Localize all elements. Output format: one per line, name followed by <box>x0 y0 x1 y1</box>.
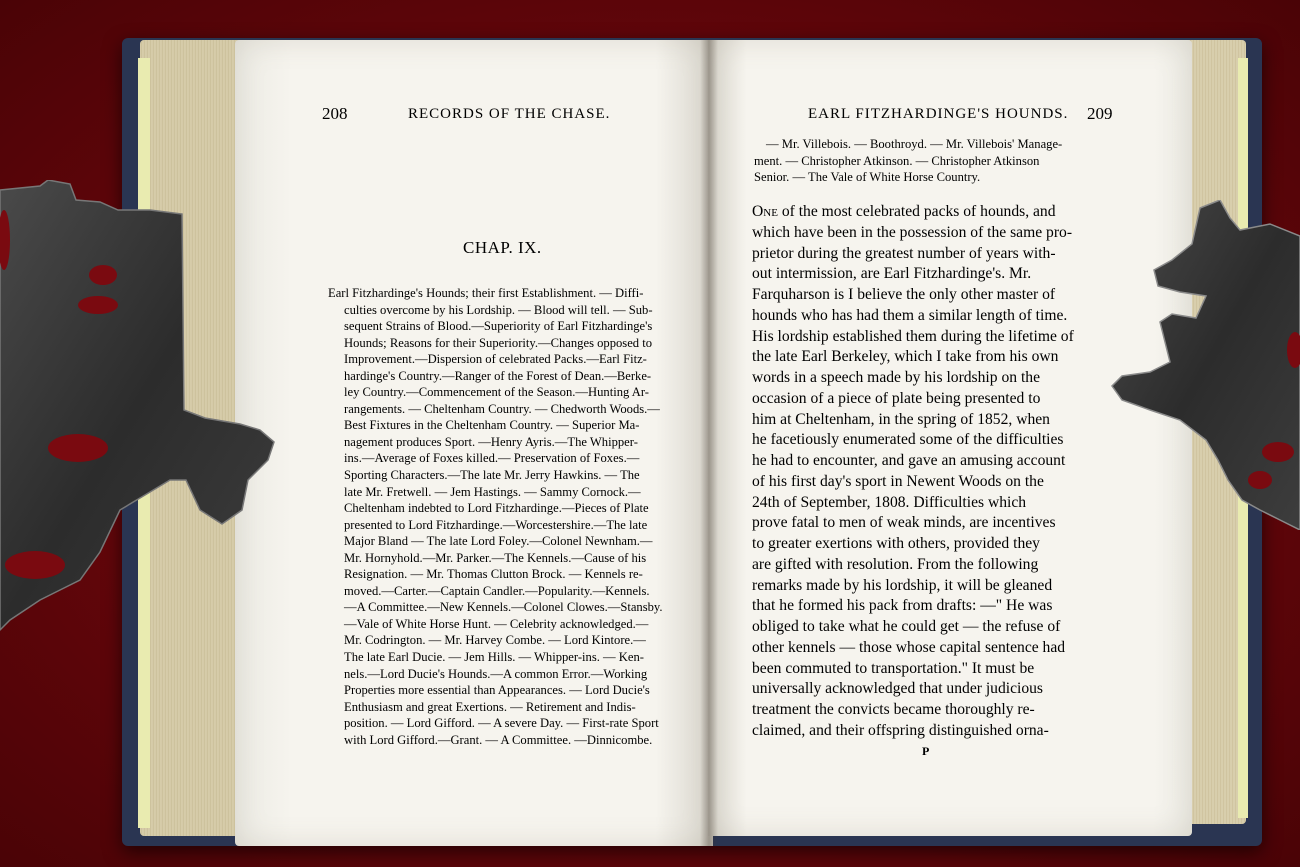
left-page-number: 208 <box>322 104 348 123</box>
text-line: with Lord Gifford.—Grant. — A Committee. —Dinnicombe. <box>344 732 653 747</box>
text-line: him at Cheltenham, in the spring of 1852, when <box>752 410 1050 428</box>
text-line: His lordship established them during the lifetime of <box>752 327 1074 345</box>
text-line: ment. — Christopher Atkinson. — Christopher Atkinson <box>754 153 1040 168</box>
text-line: ley Country.—Commencement of the Season.—Hunting Ar- <box>344 385 649 400</box>
text-line: ins.—Average of Foxes killed.— Preservation of Foxes.— <box>344 451 640 466</box>
text-line: rangements. — Cheltenham Country. — Chedworth Woods.— <box>344 401 660 416</box>
text-line: nagement produces Sport. —Henry Ayris.—The Whipper- <box>344 434 638 449</box>
signature-mark: P <box>922 744 930 758</box>
text-line: of his first day's sport in Newent Woods on the <box>752 472 1044 490</box>
text-line: 24th of September, 1808. Difficulties which <box>752 493 1027 511</box>
body-line <box>752 202 1106 223</box>
text-line: The late Earl Ducie. — Jem Hills. — Whipper-ins. — Ken- <box>344 650 644 665</box>
text-line: been commuted to transportation." It must be <box>752 659 1035 677</box>
text-line: words in a speech made by his lordship on the <box>752 369 1040 386</box>
chapter-title: CHAP. IX. <box>463 238 542 257</box>
text-line: that he formed his pack from drafts: —" He was <box>752 597 1053 615</box>
text-line: Sporting Characters.—The late Mr. Jerry Hawkins. — The <box>344 468 640 483</box>
text-line: out intermission, are Earl Fitzhardinge's. Mr. <box>752 265 1032 283</box>
chapter-summary <box>328 285 682 748</box>
text-line: presented to Lord Fitzhardinge.—Worcestershire.—The late <box>344 517 648 532</box>
left-running-head: RECORDS OF THE CHASE. <box>408 106 611 122</box>
text-line: late Mr. Fretwell. — Jem Hastings. — Sammy Cornock.— <box>344 484 641 499</box>
text-line: other kennels — those whose capital sentence had <box>752 638 1066 656</box>
text-line: occasion of a piece of plate being presented to <box>752 389 1041 407</box>
text-line: hounds who has had them a similar length of time. <box>752 306 1068 324</box>
body-first-line-rest: of the most celebrated packs of hounds, and <box>777 203 1056 220</box>
body-text <box>752 202 1106 742</box>
chapter-summary-continued <box>754 136 1112 186</box>
text-line: Earl Fitzhardinge's Hounds; their first Establishment. — Diffi- <box>328 286 644 300</box>
body-first-word: One <box>752 203 778 220</box>
text-line: claimed, and their offspring distinguished orna- <box>752 721 1049 739</box>
right-page-clip <box>1110 200 1300 530</box>
text-line: culties overcome by his Lordship. — Blood will tell. — Sub- <box>344 302 653 317</box>
text-line: Major Bland — The late Lord Foley.—Colonel Newnham.— <box>344 534 653 549</box>
text-line: Resignation. — Mr. Thomas Clutton Brock. — Kennels re- <box>344 567 643 582</box>
left-page-clip <box>0 180 280 640</box>
text-line: Properties more essential than Appearances. — Lord Ducie's <box>344 683 650 698</box>
text-line: Farquharson is I believe the only other master of <box>752 286 1056 303</box>
right-page-number: 209 <box>1087 104 1113 123</box>
text-line: remarks made by his lordship, it will be gleaned <box>752 576 1053 594</box>
text-line: he had to encounter, and gave an amusing account <box>752 452 1066 469</box>
text-line: — Mr. Villebois. — Boothroyd. — Mr. Villebois' Manage- <box>766 137 1063 151</box>
right-running-head: EARL FITZHARDINGE'S HOUNDS. <box>808 106 1069 122</box>
text-line: prove fatal to men of weak minds, are incentives <box>752 514 1056 532</box>
text-line: obliged to take what he could get — the refuse of <box>752 618 1061 635</box>
text-line: Hounds; Reasons for their Superiority.—Changes opposed to <box>344 335 653 350</box>
text-line: prietor during the greatest number of years with- <box>752 244 1056 262</box>
text-line: sequent Strains of Blood.—Superiority of Earl Fitzhardinge's <box>344 319 653 334</box>
book-gutter <box>700 40 718 846</box>
text-line: Mr. Codrington. — Mr. Harvey Combe. — Lord Kintore.— <box>344 633 646 648</box>
text-line: universally acknowledged that under judicious <box>752 680 1044 698</box>
text-line: Cheltenham indebted to Lord Fitzhardinge.—Pieces of Plate <box>344 501 649 516</box>
text-line: —A Committee.—New Kennels.—Colonel Clowes.—Stansby. <box>344 600 663 615</box>
text-line: to greater exertions with others, provided they <box>752 535 1040 552</box>
text-line: nels.—Lord Ducie's Hounds.—A common Error.—Working <box>344 666 648 681</box>
text-line: Mr. Hornyhold.—Mr. Parker.—The Kennels.—Cause of his <box>344 550 647 565</box>
text-line: Senior. — The Vale of White Horse Country. <box>754 170 981 184</box>
text-line: he facetiously enumerated some of the difficulties <box>752 431 1064 449</box>
text-line: moved.—Carter.—Captain Candler.—Popularity.—Kennels. <box>344 583 650 598</box>
text-line: Enthusiasm and great Exertions. — Retirement and Indis- <box>344 699 636 714</box>
text-line: Best Fixtures in the Cheltenham Country. — Superior Ma- <box>344 418 640 433</box>
text-line: Improvement.—Dispersion of celebrated Packs.—Earl Fitz- <box>344 352 647 367</box>
text-line: position. — Lord Gifford. — A severe Day. — First-rate Sport <box>344 716 659 731</box>
text-line: hardinge's Country.—Ranger of the Forest of Dean.—Berke- <box>344 368 652 383</box>
text-line: are gifted with resolution. From the following <box>752 555 1039 573</box>
text-line: which have been in the possession of the same pro- <box>752 223 1073 241</box>
text-line: treatment the convicts became thoroughly re- <box>752 701 1035 718</box>
text-line: —Vale of White Horse Hunt. — Celebrity acknowledged.— <box>344 616 649 631</box>
text-line: the late Earl Berkeley, which I take from his own <box>752 348 1059 366</box>
